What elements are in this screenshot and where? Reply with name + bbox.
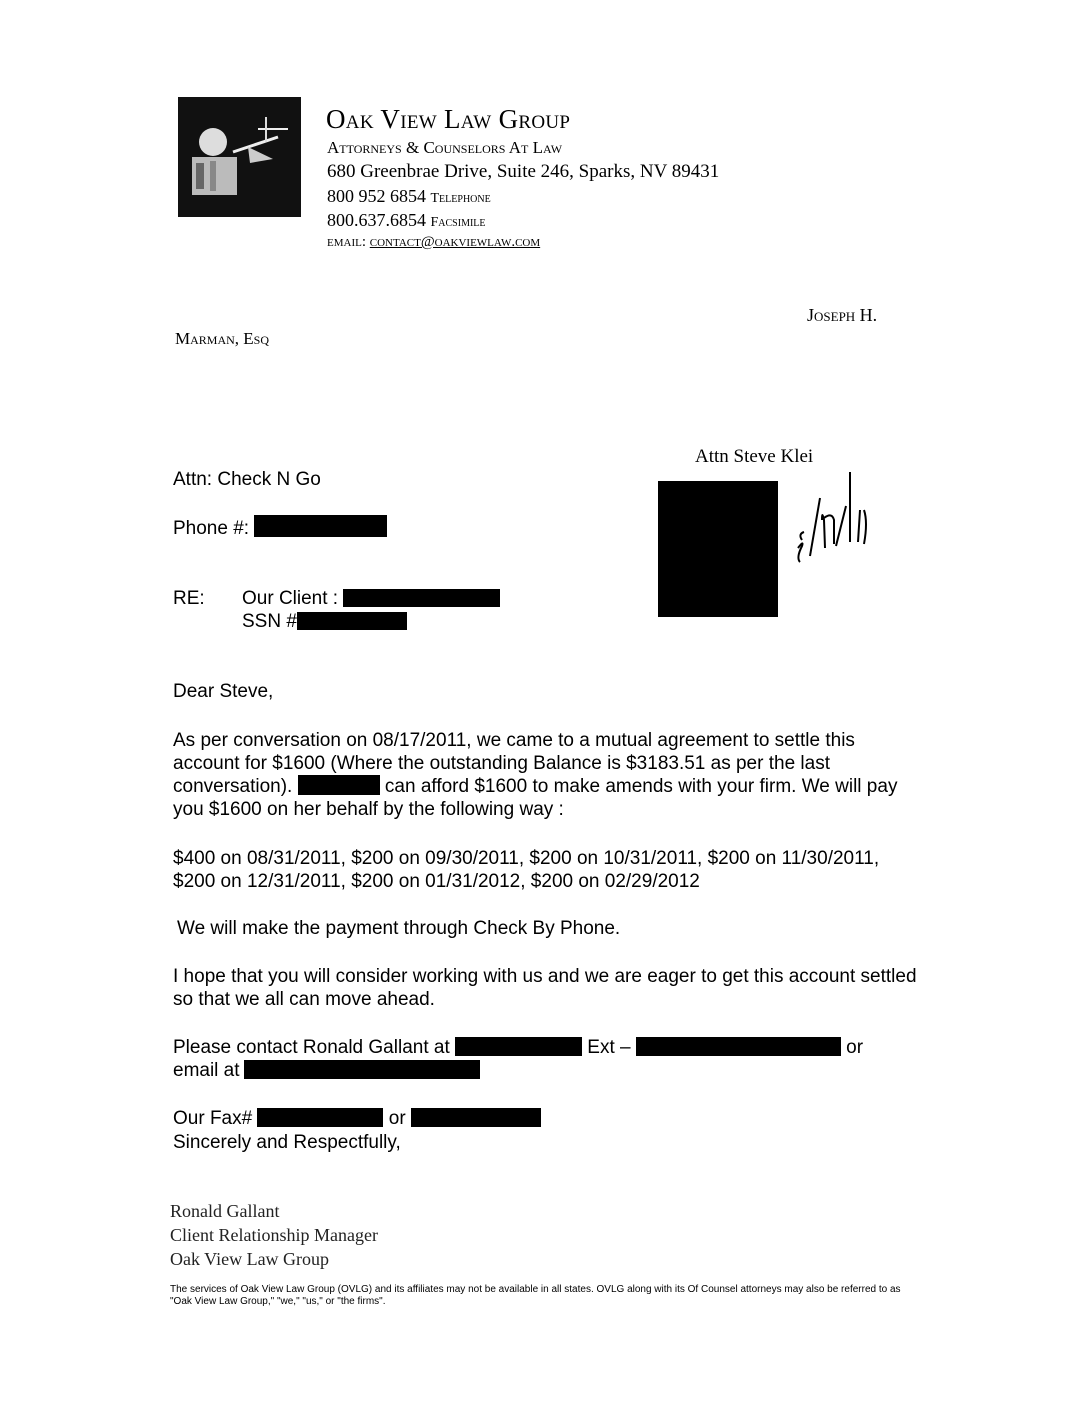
contact-email-label: email at (173, 1060, 240, 1081)
agreement-paragraph (173, 729, 923, 821)
firm-name: Oak View Law Group (326, 104, 571, 134)
attorney-last-name: Marman, Esq (175, 329, 270, 348)
payment-method: We will make the payment through Check By Phone. (177, 918, 621, 939)
agreement-text-1: As per conversation on 08/17/2011, we came to a mutual agreement to settle this account for $1600 (Where the outstanding Balance is $3183.51 as per the last conversation). (173, 730, 855, 797)
hope-paragraph: I hope that you will consider working with us and we are eager to get this account settled so that we all can move ahead. (173, 966, 917, 1010)
phone-number: 800 952 6854 (327, 186, 426, 206)
redaction-block (298, 775, 380, 795)
client-line (242, 587, 500, 610)
fax-label: Our Fax# (173, 1108, 253, 1129)
firm-fax (327, 210, 486, 231)
phone-label: Phone #: (173, 518, 250, 539)
firm-address: 680 Greenbrae Drive, Suite 246, Sparks, NV 89431 (327, 161, 720, 182)
redaction-block (254, 515, 387, 537)
signature-firm: Oak View Law Group (170, 1249, 330, 1269)
fax-or: or (388, 1108, 406, 1129)
contact-ext: Ext – (587, 1037, 631, 1058)
contact-paragraph (173, 1036, 913, 1082)
redaction-block (411, 1108, 541, 1127)
client-label: Our Client : (242, 588, 339, 609)
agreement-text-2: can afford $1600 to make amends with your firm. We will pay you $1600 on her behalf by the following way : (173, 776, 898, 820)
payment-schedule: $400 on 08/31/2011, $200 on 09/30/2011, $200 on 10/31/2011, $200 on 11/30/2011, $200 on 12/31/2011, $200 on 01/31/2012, $200 on 02/29/2012 (173, 848, 880, 892)
email-link[interactable]: contact@oakviewlaw.com (369, 234, 541, 250)
redaction-block (343, 589, 500, 607)
contact-prefix: Please contact Ronald Gallant at (173, 1037, 450, 1058)
fax-label: Facsimile (430, 215, 486, 230)
fax-line (173, 1107, 541, 1130)
handwritten-attn-note: Attn Steve Klei (695, 446, 814, 467)
redaction-block (244, 1060, 480, 1079)
redaction-block (455, 1037, 582, 1056)
firm-tagline: Attorneys & Counselors At Law (327, 138, 563, 157)
signature-name: Ronald Gallant (170, 1201, 280, 1221)
footer-disclaimer: The services of Oak View Law Group (OVLG) and its affiliates may not be available in all states. OVLG along with its Of Counsel attorneys may also be referred to as "Oak View Law Group," "we," "us," or "the firms". (170, 1284, 901, 1307)
redaction-block (658, 481, 778, 617)
handwritten-date (792, 470, 882, 595)
phone-label: Telephone (430, 191, 491, 206)
phone-line (173, 515, 387, 540)
attorney-first-name: Joseph H. (807, 305, 878, 325)
ssn-label: SSN # (242, 611, 297, 632)
contact-or: or (846, 1037, 864, 1058)
firm-phone (327, 186, 491, 207)
ssn-line (242, 610, 407, 633)
attn-line: Attn: Check N Go (173, 469, 321, 490)
firm-logo (178, 97, 301, 217)
salutation: Dear Steve, (173, 681, 274, 702)
redaction-block (297, 612, 407, 630)
email-label: email: (327, 234, 366, 250)
firm-email (327, 234, 540, 251)
redaction-block (257, 1108, 383, 1127)
fax-number: 800.637.6854 (327, 210, 426, 230)
re-label: RE: (173, 588, 205, 609)
redaction-block (636, 1037, 841, 1056)
signature-title: Client Relationship Manager (170, 1225, 378, 1245)
closing: Sincerely and Respectfully, (173, 1132, 401, 1153)
